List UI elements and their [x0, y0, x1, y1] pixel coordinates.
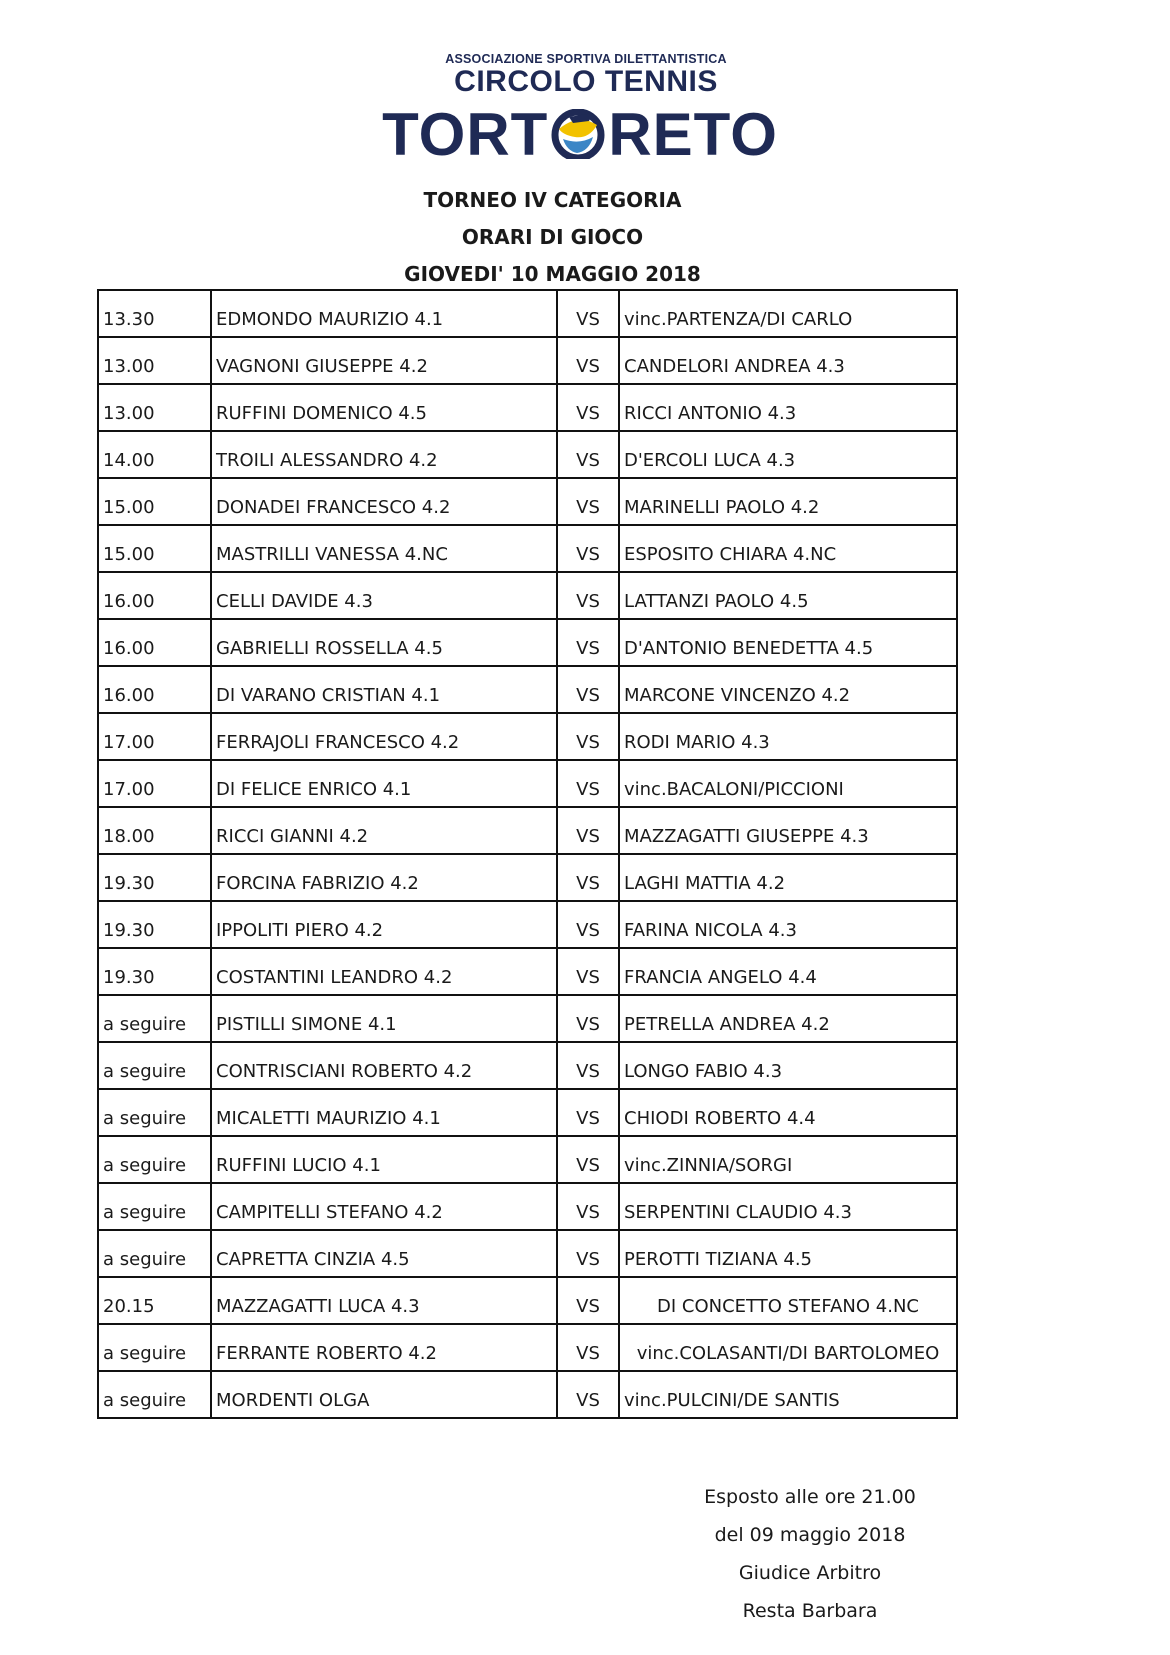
home-player: DI VARANO CRISTIAN 4.1	[211, 666, 557, 713]
match-time: 19.30	[98, 901, 211, 948]
versus-label: VS	[557, 384, 619, 431]
table-row	[98, 807, 957, 854]
table-row	[98, 572, 957, 619]
home-player: RUFFINI LUCIO 4.1	[211, 1136, 557, 1183]
table-row	[98, 1183, 957, 1230]
match-time: 17.00	[98, 713, 211, 760]
match-time: 19.30	[98, 948, 211, 995]
table-row	[98, 666, 957, 713]
versus-label: VS	[557, 525, 619, 572]
away-player: vinc.ZINNIA/SORGI	[619, 1136, 957, 1183]
versus-label: VS	[557, 1324, 619, 1371]
versus-label: VS	[557, 995, 619, 1042]
header-titles	[0, 182, 1105, 293]
away-player: D'ANTONIO BENEDETTA 4.5	[619, 619, 957, 666]
away-player: MARCONE VINCENZO 4.2	[619, 666, 957, 713]
away-player: vinc.BACALONI/PICCIONI	[619, 760, 957, 807]
table-row	[98, 713, 957, 760]
table-row	[98, 760, 957, 807]
versus-label: VS	[557, 666, 619, 713]
match-time: 18.00	[98, 807, 211, 854]
posted-time: Esposto alle ore 21.00	[704, 1486, 916, 1508]
logo-club-name: CIRCOLO TENNIS	[454, 65, 718, 98]
match-time: 13.00	[98, 337, 211, 384]
table-row	[98, 337, 957, 384]
match-time: 16.00	[98, 619, 211, 666]
away-player: RICCI ANTONIO 4.3	[619, 384, 957, 431]
match-time: 16.00	[98, 572, 211, 619]
away-player: DI CONCETTO STEFANO 4.NC	[619, 1277, 957, 1324]
away-player: D'ERCOLI LUCA 4.3	[619, 431, 957, 478]
referee-role: Giudice Arbitro	[738, 1562, 882, 1584]
table-row	[98, 1277, 957, 1324]
home-player: CAMPITELLI STEFANO 4.2	[211, 1183, 557, 1230]
versus-label: VS	[557, 901, 619, 948]
home-player: MAZZAGATTI LUCA 4.3	[211, 1277, 557, 1324]
match-time: a seguire	[98, 1371, 211, 1418]
table-row	[98, 901, 957, 948]
versus-label: VS	[557, 1183, 619, 1230]
versus-label: VS	[557, 948, 619, 995]
schedule-table	[97, 289, 958, 1419]
table-row	[98, 478, 957, 525]
versus-label: VS	[557, 619, 619, 666]
away-player: ESPOSITO CHIARA 4.NC	[619, 525, 957, 572]
versus-label: VS	[557, 1136, 619, 1183]
match-time: 15.00	[98, 478, 211, 525]
match-time: 19.30	[98, 854, 211, 901]
match-time: 13.30	[98, 290, 211, 337]
versus-label: VS	[557, 760, 619, 807]
away-player: CHIODI ROBERTO 4.4	[619, 1089, 957, 1136]
footer-notice	[660, 1478, 960, 1630]
home-player: PISTILLI SIMONE 4.1	[211, 995, 557, 1042]
versus-label: VS	[557, 572, 619, 619]
home-player: COSTANTINI LEANDRO 4.2	[211, 948, 557, 995]
table-row	[98, 1136, 957, 1183]
home-player: CELLI DAVIDE 4.3	[211, 572, 557, 619]
home-player: IPPOLITI PIERO 4.2	[211, 901, 557, 948]
versus-label: VS	[557, 478, 619, 525]
match-time: 15.00	[98, 525, 211, 572]
match-time: a seguire	[98, 1136, 211, 1183]
match-time: a seguire	[98, 1089, 211, 1136]
table-row	[98, 384, 957, 431]
posted-date: del 09 maggio 2018	[714, 1524, 906, 1546]
table-row	[98, 1089, 957, 1136]
home-player: VAGNONI GIUSEPPE 4.2	[211, 337, 557, 384]
away-player: vinc.COLASANTI/DI BARTOLOMEO	[619, 1324, 957, 1371]
match-time: 16.00	[98, 666, 211, 713]
match-time: a seguire	[98, 1042, 211, 1089]
home-player: GABRIELLI ROSSELLA 4.5	[211, 619, 557, 666]
table-row	[98, 1230, 957, 1277]
table-row	[98, 995, 957, 1042]
table-row	[98, 854, 957, 901]
away-player: MAZZAGATTI GIUSEPPE 4.3	[619, 807, 957, 854]
table-row	[98, 948, 957, 995]
home-player: MASTRILLI VANESSA 4.NC	[211, 525, 557, 572]
versus-label: VS	[557, 431, 619, 478]
table-row	[98, 1371, 957, 1418]
home-player: FERRANTE ROBERTO 4.2	[211, 1324, 557, 1371]
away-player: SERPENTINI CLAUDIO 4.3	[619, 1183, 957, 1230]
versus-label: VS	[557, 1277, 619, 1324]
match-time: a seguire	[98, 1183, 211, 1230]
club-logo	[370, 52, 790, 182]
versus-label: VS	[557, 1089, 619, 1136]
home-player: MICALETTI MAURIZIO 4.1	[211, 1089, 557, 1136]
logo-association: ASSOCIAZIONE SPORTIVA DILETTANTISTICA	[445, 52, 727, 66]
match-time: 14.00	[98, 431, 211, 478]
away-player: LONGO FABIO 4.3	[619, 1042, 957, 1089]
referee-name: Resta Barbara	[742, 1600, 878, 1622]
table-row	[98, 525, 957, 572]
logo-town-right: RETO	[608, 101, 778, 168]
away-player: LATTANZI PAOLO 4.5	[619, 572, 957, 619]
home-player: RUFFINI DOMENICO 4.5	[211, 384, 557, 431]
away-player: MARINELLI PAOLO 4.2	[619, 478, 957, 525]
away-player: FRANCIA ANGELO 4.4	[619, 948, 957, 995]
versus-label: VS	[557, 1042, 619, 1089]
away-player: RODI MARIO 4.3	[619, 713, 957, 760]
versus-label: VS	[557, 337, 619, 384]
versus-label: VS	[557, 1371, 619, 1418]
table-row	[98, 619, 957, 666]
table-row	[98, 431, 957, 478]
versus-label: VS	[557, 854, 619, 901]
schedule-subtitle: ORARI DI GIOCO	[461, 225, 644, 249]
tennis-ball-icon	[549, 109, 607, 159]
table-row	[98, 1324, 957, 1371]
home-player: FERRAJOLI FRANCESCO 4.2	[211, 713, 557, 760]
schedule-date: GIOVEDI' 10 MAGGIO 2018	[404, 262, 701, 286]
away-player: vinc.PULCINI/DE SANTIS	[619, 1371, 957, 1418]
home-player: CAPRETTA CINZIA 4.5	[211, 1230, 557, 1277]
match-time: 13.00	[98, 384, 211, 431]
versus-label: VS	[557, 290, 619, 337]
home-player: FORCINA FABRIZIO 4.2	[211, 854, 557, 901]
match-time: a seguire	[98, 1230, 211, 1277]
versus-label: VS	[557, 713, 619, 760]
match-time: a seguire	[98, 1324, 211, 1371]
away-player: PEROTTI TIZIANA 4.5	[619, 1230, 957, 1277]
home-player: TROILI ALESSANDRO 4.2	[211, 431, 557, 478]
tournament-title: TORNEO IV CATEGORIA	[423, 188, 682, 212]
away-player: vinc.PARTENZA/DI CARLO	[619, 290, 957, 337]
away-player: LAGHI MATTIA 4.2	[619, 854, 957, 901]
home-player: DONADEI FRANCESCO 4.2	[211, 478, 557, 525]
home-player: RICCI GIANNI 4.2	[211, 807, 557, 854]
home-player: CONTRISCIANI ROBERTO 4.2	[211, 1042, 557, 1089]
logo-town-left: TORT	[382, 101, 549, 168]
match-time: a seguire	[98, 995, 211, 1042]
versus-label: VS	[557, 807, 619, 854]
match-time: 20.15	[98, 1277, 211, 1324]
away-player: PETRELLA ANDREA 4.2	[619, 995, 957, 1042]
versus-label: VS	[557, 1230, 619, 1277]
schedule-body	[98, 290, 957, 1418]
home-player: MORDENTI OLGA	[211, 1371, 557, 1418]
table-row	[98, 290, 957, 337]
home-player: DI FELICE ENRICO 4.1	[211, 760, 557, 807]
home-player: EDMONDO MAURIZIO 4.1	[211, 290, 557, 337]
table-row	[98, 1042, 957, 1089]
match-time: 17.00	[98, 760, 211, 807]
away-player: CANDELORI ANDREA 4.3	[619, 337, 957, 384]
logo-town-name	[370, 102, 790, 168]
away-player: FARINA NICOLA 4.3	[619, 901, 957, 948]
